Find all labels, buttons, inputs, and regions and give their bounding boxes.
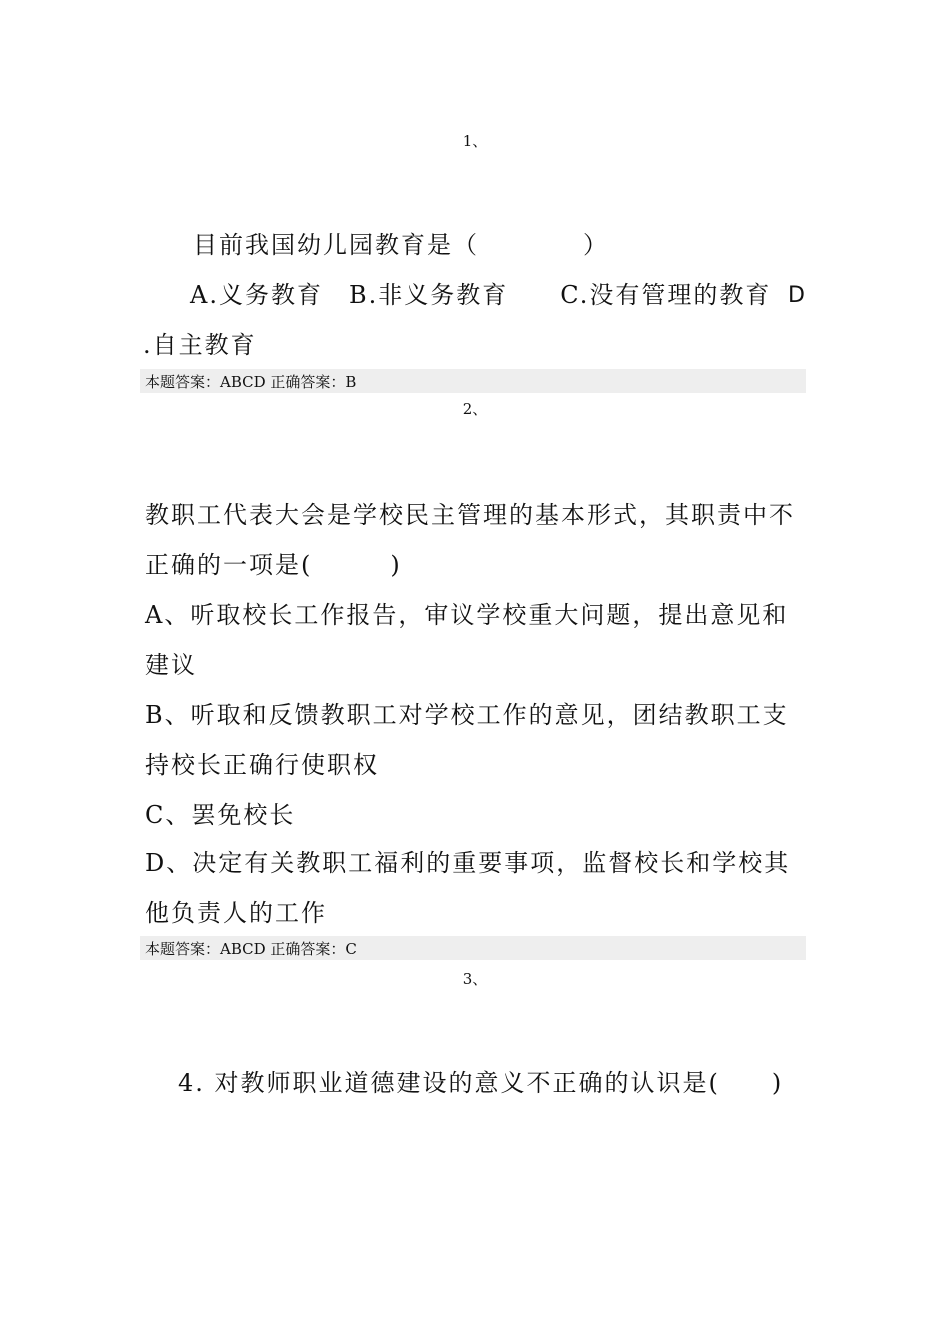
question-number: 2、	[462, 400, 488, 418]
question-stem: 目前我国幼儿园教育是（ ）	[193, 231, 609, 259]
option-line: A.义务教育 B.非义务教育 C.没有管理的教育	[190, 281, 772, 309]
option-d-text: .自主教育	[143, 331, 257, 359]
question-number: 1、	[462, 132, 488, 150]
question-stem: 正确的一项是( )	[145, 551, 402, 579]
option-a: 建议	[145, 651, 197, 679]
question-stem: 4. 对教师职业道德建设的意义不正确的认识是( )	[178, 1069, 784, 1097]
option-d-letter: D	[788, 283, 807, 308]
question-number: 3、	[462, 970, 488, 988]
option-d: D、决定有关教职工福利的重要事项，监督校长和学校其	[145, 849, 791, 877]
option-d: 他负责人的工作	[145, 899, 327, 927]
option-b: B、听取和反馈教职工对学校工作的意见，团结教职工支	[145, 701, 789, 729]
option-b: 持校长正确行使职权	[145, 751, 379, 779]
question-stem: 教职工代表大会是学校民主管理的基本形式，其职责中不	[145, 501, 795, 529]
option-c: C、罢免校长	[145, 801, 296, 829]
answer-text: 本题答案：ABCD 正确答案：C	[145, 940, 357, 958]
answer-text: 本题答案：ABCD 正确答案：B	[145, 373, 357, 391]
option-a: A、听取校长工作报告，审议学校重大问题，提出意见和	[145, 601, 789, 629]
